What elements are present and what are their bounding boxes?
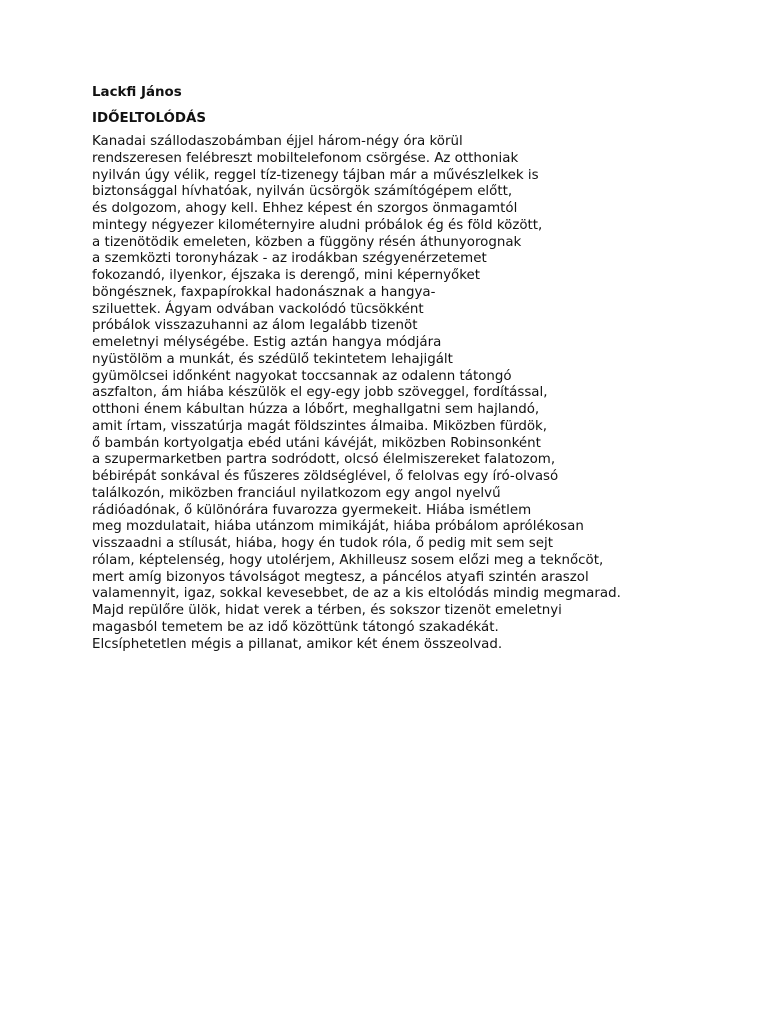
text-line: emeletnyi mélységébe. Estig aztán hangya módjára [92,335,442,350]
text-line: amit írtam, visszatúrja magát földszintes álmaiba. Miközben fürdök, [92,418,548,434]
text-line: aszfalton, ám hiába készülök el egy-egy jobb szöveggel, fordítással, [92,385,548,401]
text-line: bébirépát sonkával és fűszeres zöldséglével, ő felolvas egy író-olvasó [92,469,559,484]
text-line: magasból temetem be az idő közöttünk tátongó szakadékát. [92,619,499,635]
text-line: visszaadni a stílusát, hiába, hogy én tudok róla, ő pedig mit sem sejt [92,536,553,551]
text-line: Kanadai szállodaszobámban éjjel három-négy óra körül [92,134,463,149]
text-line: biztonsággal hívhatóak, nyilván ücsörgök számítógépem előtt, [92,184,513,200]
text-line: a szemközti toronyházak - az irodákban szégyenérzetemet [92,251,487,267]
text-line: Majd repülőre ülök, hidat verek a térben, és sokszor tizenöt emeletnyi [92,603,562,618]
text-line: Elcsíphetetlen mégis a pillanat, amikor két énem összeolvad. [92,636,503,652]
document-page [92,84,732,653]
author-name: Lackfi János [92,85,182,100]
text-line: sziluettek. Ágyam odvában vackolódó tücsökként [92,301,424,317]
text-line: és dolgozom, ahogy kell. Ehhez képest én szorgos önmagamtól [92,201,518,216]
text-line: meg mozdulatait, hiába utánzom mimikáját, hiába próbálom aprólékosan [92,519,584,535]
text-line: rádióadónak, ő különórára fuvarozza gyermekeit. Hiába ismétlem [92,502,532,518]
text-line: otthoni énem kábultan húzza a lóbőrt, meghallgatni sem hajlandó, [92,402,540,417]
text-line: valamennyit, igaz, sokkal kevesebbet, de az a kis eltolódás mindig megmarad. [92,586,621,602]
text-line: böngésznek, faxpapírokkal hadonásznak a hangya- [92,284,436,300]
text-line: mintegy négyezer kilométernyire aludni próbálok ég és föld között, [92,217,543,233]
text-line: fokozandó, ilyenkor, éjszaka is derengő, mini képernyőket [92,268,480,283]
text-line: a tizenötödik emeleten, közben a függöny résén áthunyorognak [92,234,522,250]
poem-title: IDŐELTOLÓDÁS [92,111,207,126]
text-line: nyüstölöm a munkát, és szédülő tekintetem lehajigált [92,351,453,367]
text-line: ő bambán kortyolgatja ebéd utáni kávéját, miközben Robinsonként [92,435,541,451]
text-line: rólam, képtelenség, hogy utolérjem, Akhilleusz sosem előzi meg a teknőcöt, [92,552,604,568]
text-line: rendszeresen felébreszt mobiltelefonom csörgése. Az otthoniak [92,150,519,166]
text-line: próbálok visszazuhanni az álom legalább tizenöt [92,318,418,334]
text-line: gyümölcsei időnként nagyokat toccsannak az odalenn tátongó [92,368,512,384]
text-line: találkozón, miközben franciául nyilatkozom egy angol nyelvű [92,485,501,501]
text-line: nyilván úgy vélik, reggel tíz-tizenegy tájban már a művészlelkek is [92,167,539,183]
text-line: a szupermarketben partra sodródott, olcsó élelmiszereket falatozom, [92,452,556,468]
text-line: mert amíg bizonyos távolságot megtesz, a páncélos atyafi szintén araszol [92,569,589,585]
poem-body [92,134,732,653]
